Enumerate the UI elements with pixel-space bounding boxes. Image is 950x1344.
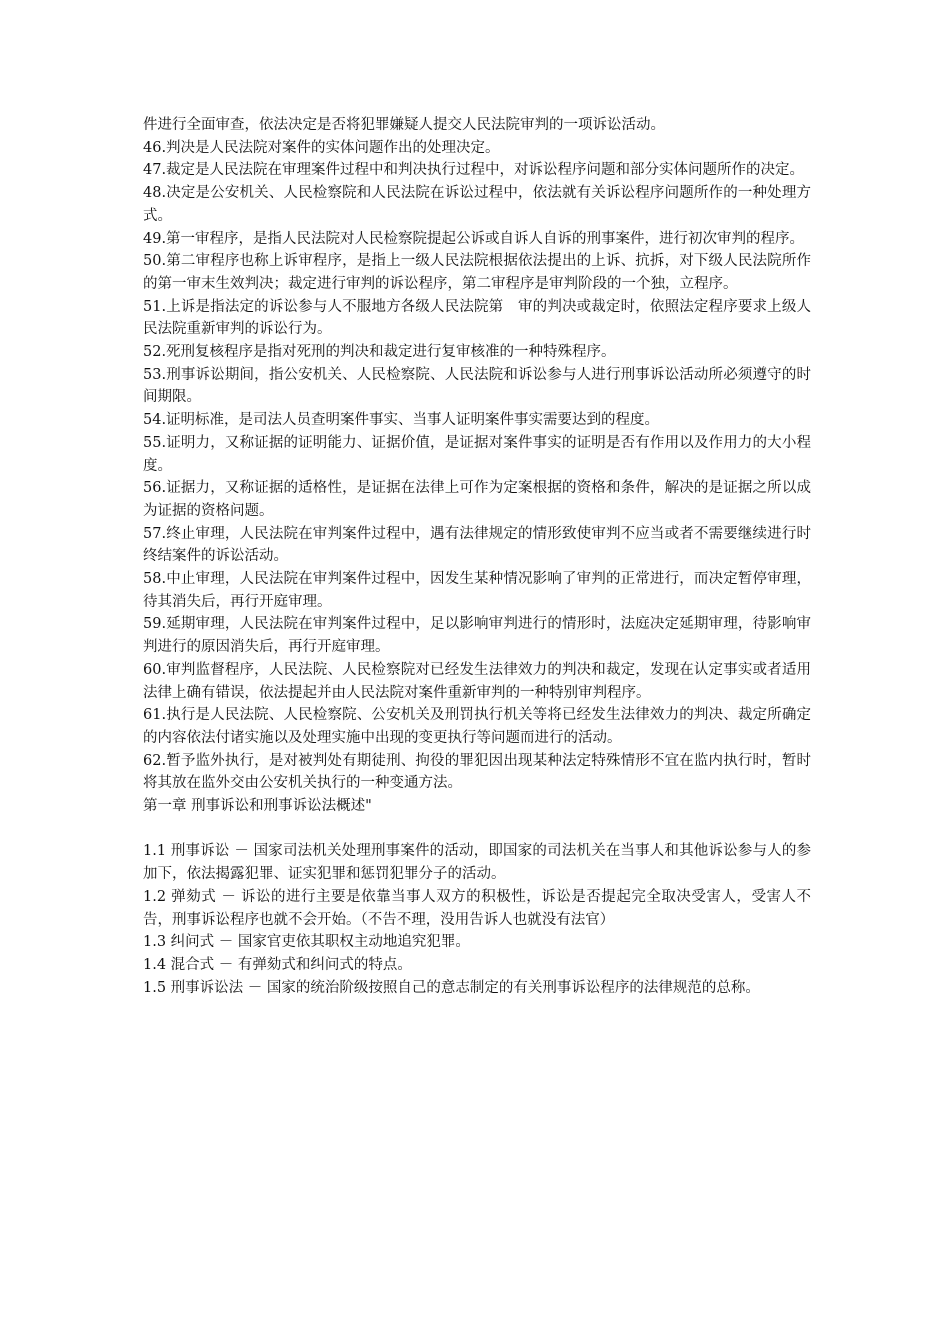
paragraph-item-1-2: 1.2 弹劾式 － 诉讼的进行主要是依靠当事人双方的积极性，诉讼是否提起完全取决受害人，受害人不告，刑事诉讼程序也就不会开始。（不告不理，没用告诉人也就没有法官） bbox=[143, 888, 811, 928]
paragraph-item-56: 56.证据力，又称证据的适格性，是证据在法律上可作为定案根据的资格和条件，解决的是证据之所以成为证据的资格问题。 bbox=[143, 480, 811, 519]
paragraph-item-48: 48.决定是公安机关、人民检察院和人民法院在诉讼过程中，依法就有关诉讼程序问题所作的一种处理方式。 bbox=[143, 185, 811, 224]
paragraph-item-62: 62.暂予监外执行，是对被判处有期徒刑、拘役的罪犯因出现某种法定特殊情形不宜在监内执行时，暂时将其放在监外交由公安机关执行的一种变通方法。 bbox=[143, 752, 811, 792]
paragraph-item-1-4: 1.4 混合式 － 有弹劾式和纠问式的特点。 bbox=[143, 957, 412, 973]
paragraph-item-60: 60.审判监督程序，人民法院、人民检察院对已经发生法律效力的判决和裁定，发现在认定事实或者适用法律上确有错误，依法提起并由人民法院对案件重新审判的一种特别审判程序。 bbox=[143, 661, 811, 701]
paragraph-item-46: 46.判决是人民法院对案件的实体问题作出的处理决定。 bbox=[143, 139, 500, 156]
paragraph: 件进行全面审查，依法决定是否将犯罪嫌疑人提交人民法院审判的一项诉讼活动。 bbox=[143, 117, 665, 133]
paragraph-item-52: 52.死刑复核程序是指对死刑的判决和裁定进行复审核准的一种特殊程序。 bbox=[143, 344, 616, 361]
blank-line bbox=[143, 818, 811, 841]
paragraph-item-1-1: 1.1 刑事诉讼 － 国家司法机关处理刑事案件的活动，即国家的司法机关在当事人和其他诉讼参与人的参加下，依法揭露犯罪、证实犯罪和惩罚犯罪分子的活动。 bbox=[143, 843, 811, 883]
paragraph-item-61: 61.执行是人民法院、人民检察院、公安机关及刑罚执行机关等将已经发生法律效力的判决、裁定所确定的内容依法付诸实施以及处理实施中出现的变更执行等问题而进行的活动。 bbox=[143, 707, 811, 746]
paragraph-item-51: 51.上诉是指法定的诉讼参与人不服地方各级人民法院第 审的判决或裁定时，依照法定程序要求上级人民法院重新审判的诉讼行为。 bbox=[143, 298, 811, 338]
paragraph-item-1-5: 1.5 刑事诉讼法 － 国家的统治阶级按照自己的意志制定的有关刑事诉讼程序的法律规范的总称。 bbox=[143, 979, 760, 996]
paragraph-item-59: 59.延期审理，人民法院在审判案件过程中，足以影响审判进行的情形时，法庭决定延期审理，待影响审判进行的原因消失后，再行开庭审理。 bbox=[143, 616, 811, 656]
chapter-heading: 第一章 刑事诉讼和刑事诉讼法概述" bbox=[143, 798, 372, 815]
paragraph-item-57: 57.终止审理，人民法院在审判案件过程中，遇有法律规定的情形致使审判不应当或者不需要继续进行时终结案件的诉讼活动。 bbox=[143, 525, 811, 565]
paragraph-item-55: 55.证明力，又称证据的证明能力、证据价值，是证据对案件事实的证明是否有作用以及作用力的大小程度。 bbox=[143, 434, 811, 474]
paragraph-item-47: 47.裁定是人民法院在审理案件过程中和判决执行过程中，对诉讼程序问题和部分实体问题所作的决定。 bbox=[143, 162, 805, 179]
paragraph-item-53: 53.刑事诉讼期间，指公安机关、人民检察院、人民法院和诉讼参与人进行刑事诉讼活动所必须遵守的时间期限。 bbox=[143, 366, 811, 406]
paragraph-item-1-3: 1.3 纠问式 － 国家官吏依其职权主动地追究犯罪。 bbox=[143, 934, 470, 951]
document-body bbox=[143, 114, 811, 999]
paragraph-item-50: 50.第二审程序也称上诉审程序，是指上一级人民法院根据依法提出的上诉、抗拆，对下级人民法院所作的第一审末生效判决；裁定进行审判的诉讼程序，第二审程序是审判阶段的一个独，立程序。 bbox=[143, 253, 811, 292]
paragraph-item-54: 54.证明标准，是司法人员查明案件事实、当事人证明案件事实需要达到的程度。 bbox=[143, 412, 660, 429]
paragraph-item-49: 49.第一审程序，是指人民法院对人民检察院提起公诉或自诉人自诉的刑事案件，进行初次审判的程序。 bbox=[143, 230, 805, 247]
paragraph-item-58: 58.中止审理，人民法院在审判案件过程中，因发生某种情况影响了审判的正常进行，而决定暂停审理，待其消失后，再行开庭审理。 bbox=[143, 571, 811, 610]
